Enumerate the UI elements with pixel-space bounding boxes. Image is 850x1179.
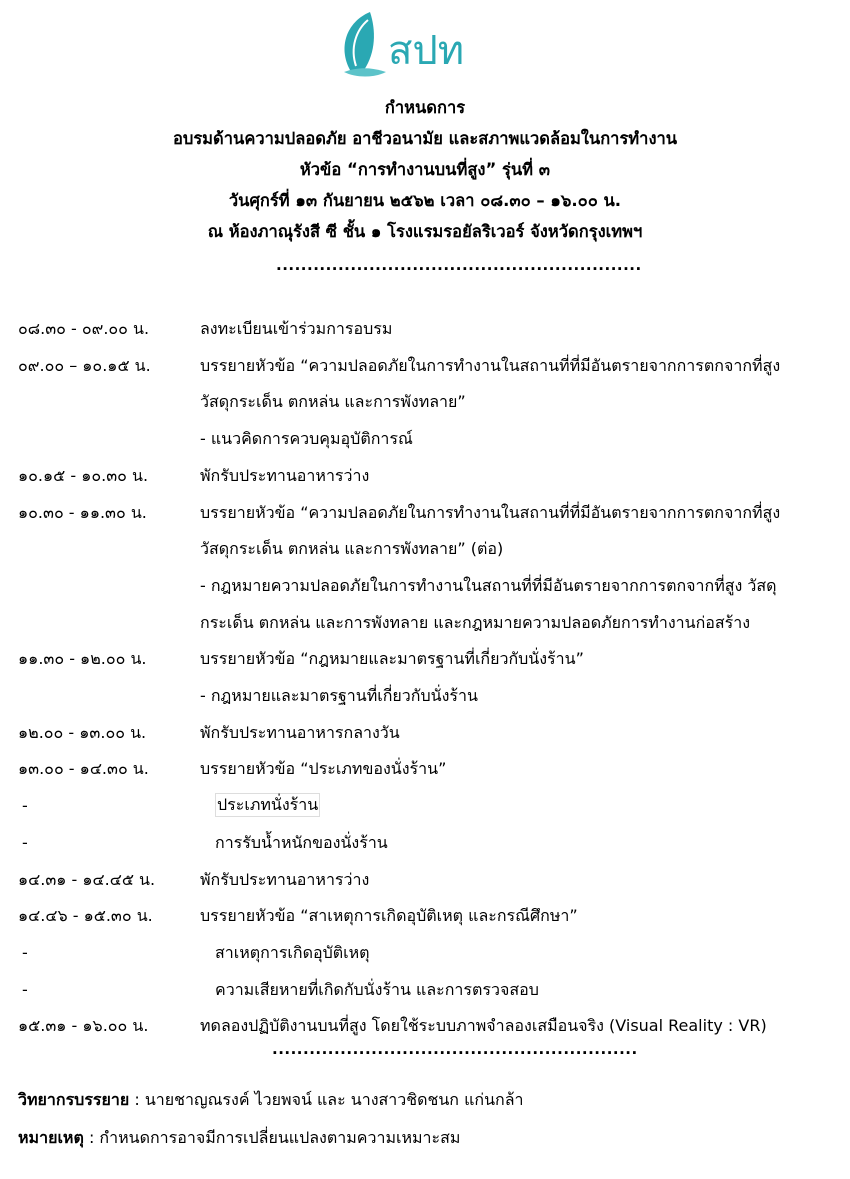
schedule-time: ๑๒.๐๐ - ๑๓.๐๐ น.	[18, 722, 147, 742]
speaker-line	[18, 1088, 523, 1113]
schedule-time: ๑๑.๓๐ - ๑๒.๐๐ น.	[18, 649, 147, 669]
schedule-time: ๑๓.๐๐ - ๑๔.๓๐ น.	[18, 759, 149, 779]
schedule-description: บรรยายหัวข้อ “ประเภทของนั่งร้าน”	[200, 759, 447, 779]
schedule-description: - กฎหมายและมาตรฐานที่เกี่ยวกับนั่งร้าน	[200, 686, 478, 705]
schedule-time: ๐๘.๓๐ - ๐๙.๐๐ น.	[18, 319, 150, 338]
schedule-description: บรรยายหัวข้อ “ความปลอดภัยในการทำงานในสถานที่ที่มีอันตรายจากการตกจากที่สูง	[200, 355, 781, 375]
schedule-description: พักรับประทานอาหารว่าง	[200, 465, 370, 485]
schedule-row	[0, 824, 850, 861]
schedule-time: ๑๐.๑๕ - ๑๐.๓๐ น.	[18, 465, 149, 485]
schedule-description: วัสดุกระเด็น ตกหล่น และการพังทลาย” (ต่อ)	[200, 539, 504, 559]
schedule-description: ลงทะเบียนเข้าร่วมการอบรม	[200, 319, 393, 338]
schedule-subtopic: สาเหตุการเกิดอุบัติเหตุ	[215, 942, 370, 962]
schedule-bullet: -	[22, 832, 28, 852]
schedule-description: - แนวคิดการควบคุมอุบัติการณ์	[200, 429, 413, 449]
schedule-row	[0, 567, 850, 604]
schedule-description: บรรยายหัวข้อ “ความปลอดภัยในการทำงานในสถานที่ที่มีอันตรายจากการตกจากที่สูง	[200, 502, 781, 522]
schedule-row	[0, 494, 850, 531]
schedule-bullet: -	[22, 942, 28, 962]
schedule-description: พักรับประทานอาหารว่าง	[200, 869, 370, 889]
header-topic: หัวข้อ “การทำงานบนที่สูง” รุ่นที่ ๓	[299, 160, 551, 179]
header-course: อบรมด้านความปลอดภัย อาชีวอนามัย และสภาพแวดล้อมในการทำงาน	[172, 129, 678, 148]
schedule-row	[0, 787, 850, 824]
schedule-row	[0, 420, 850, 457]
schedule-row	[0, 971, 850, 1008]
schedule-row	[0, 897, 850, 934]
schedule-row	[0, 310, 850, 347]
schedule-row	[0, 383, 850, 420]
schedule-subtopic: ประเภทนั่งร้าน	[215, 793, 320, 817]
schedule-description: กระเด็น ตกหล่น และการพังทลาย และกฎหมายความปลอดภัยการทำงานก่อสร้าง	[200, 612, 751, 632]
schedule-bullet: -	[22, 796, 28, 816]
speaker-value: : นายชาญณรงค์ ไวยพจน์ และ นางสาวชิดชนก แก่นกล้า	[129, 1090, 524, 1109]
schedule-time: ๑๔.๓๑ - ๑๔.๔๕ น.	[18, 869, 156, 889]
logo-emblem	[330, 8, 520, 80]
header-venue: ณ ห้องภาณุรังสี ซี ชั้น ๑ โรงแรมรอยัลริเวอร์ จังหวัดกรุงเทพฯ	[207, 222, 643, 241]
divider-top: ...........................................................	[276, 256, 642, 274]
logo-text: สปท	[388, 28, 465, 74]
schedule-time: ๑๕.๓๑ - ๑๖.๐๐ น.	[18, 1016, 149, 1036]
schedule-row	[0, 934, 850, 971]
schedule-subtopic: การรับน้ำหนักของนั่งร้าน	[215, 832, 388, 852]
schedule-description: บรรยายหัวข้อ “กฎหมายและมาตรฐานที่เกี่ยวกับนั่งร้าน”	[200, 649, 584, 669]
schedule-time: ๐๙.๐๐ – ๑๐.๑๕ น.	[18, 355, 151, 375]
schedule-subtopic: ความเสียหายที่เกิดกับนั่งร้าน และการตรวจสอบ	[215, 979, 539, 999]
header-date: วันศุกร์ที่ ๑๓ กันยายน ๒๕๖๒ เวลา ๐๘.๓๐ – ๑๖.๐๐ น.	[228, 191, 622, 210]
schedule-description: ทดลองปฏิบัติงานบนที่สูง โดยใช้ระบบภาพจำลองเสมือนจริง (Visual Reality : VR)	[200, 1016, 767, 1036]
schedule-row	[0, 750, 850, 787]
page-header	[0, 92, 850, 247]
schedule-description: พักรับประทานอาหารกลางวัน	[200, 722, 400, 742]
schedule-row	[0, 714, 850, 751]
schedule-row	[0, 1007, 850, 1044]
schedule-row	[0, 530, 850, 567]
speaker-label: วิทยากรบรรยาย	[18, 1090, 130, 1109]
schedule-row	[0, 457, 850, 494]
schedule-bullet: -	[22, 979, 28, 999]
header-title: กำหนดการ	[384, 98, 466, 117]
note-value: : กำหนดการอาจมีการเปลี่ยนแปลงตามความเหมาะสม	[83, 1128, 461, 1147]
schedule-row	[0, 604, 850, 641]
schedule-description: - กฎหมายความปลอดภัยในการทำงานในสถานที่ที่มีอันตรายจากการตกจากที่สูง วัสดุ	[200, 575, 777, 595]
divider-bottom: ...........................................................	[272, 1040, 638, 1058]
schedule-row	[0, 347, 850, 384]
note-line	[18, 1126, 460, 1151]
schedule-time: ๑๔.๔๖ - ๑๕.๓๐ น.	[18, 906, 153, 926]
organization-logo	[330, 8, 520, 80]
schedule-row	[0, 861, 850, 898]
schedule-description: วัสดุกระเด็น ตกหล่น และการพังทลาย”	[200, 392, 466, 412]
schedule-description: บรรยายหัวข้อ “สาเหตุการเกิดอุบัติเหตุ และกรณีศึกษา”	[200, 906, 578, 926]
note-label: หมายเหตุ	[18, 1128, 84, 1147]
schedule-time: ๑๐.๓๐ - ๑๑.๓๐ น.	[18, 502, 147, 522]
schedule-row	[0, 677, 850, 714]
schedule-row	[0, 640, 850, 677]
